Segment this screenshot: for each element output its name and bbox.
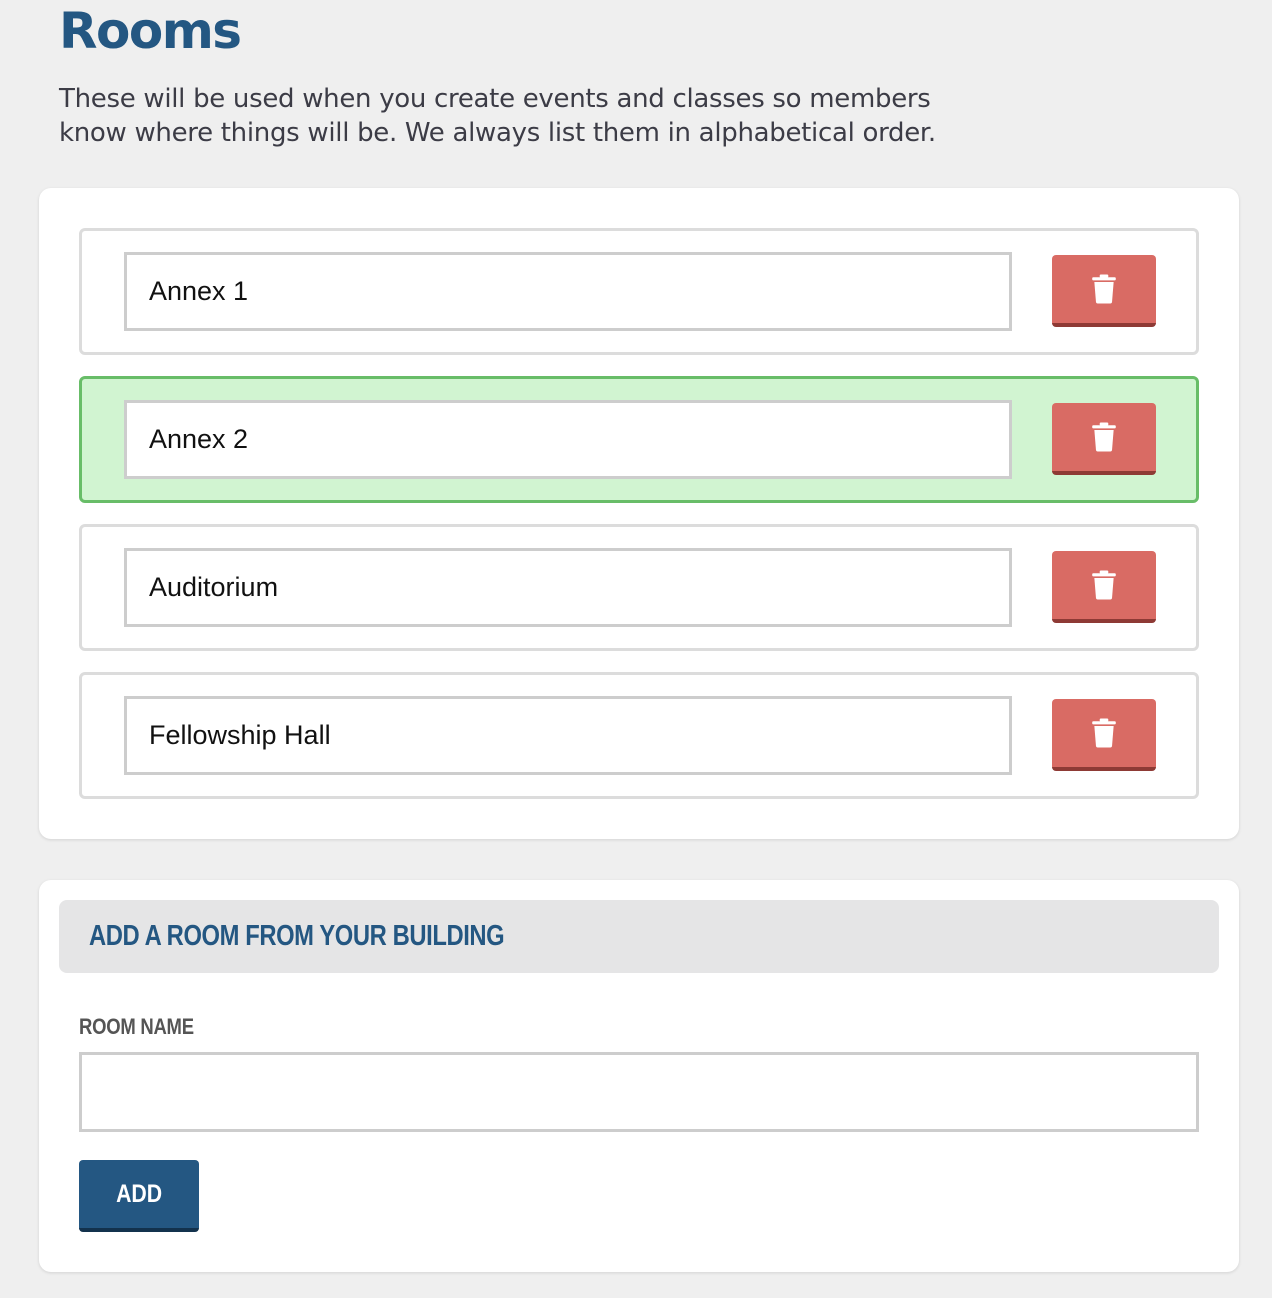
add-room-section-title: ADD A ROOM FROM YOUR BUILDING [89, 920, 505, 952]
room-row-fellowship-hall [79, 672, 1199, 799]
add-room-button-label: ADD [115, 1179, 163, 1208]
add-room-section-header [59, 900, 1219, 973]
room-row-annex-2 [79, 376, 1199, 503]
room-name-input[interactable] [124, 252, 1012, 331]
trash-icon [1091, 570, 1117, 600]
room-name-input[interactable] [124, 696, 1012, 775]
room-name-input[interactable] [124, 548, 1012, 627]
room-name-input[interactable] [124, 400, 1012, 479]
rooms-list-card [39, 188, 1239, 839]
room-row-annex-1 [79, 228, 1199, 355]
trash-icon [1091, 718, 1117, 748]
trash-icon [1091, 274, 1117, 304]
page-description: These will be used when you create events and classes so members know where things will be. We always list them in alphabetical order. [59, 84, 936, 148]
room-name-label: ROOM NAME [79, 1014, 194, 1039]
delete-room-button[interactable] [1052, 255, 1156, 327]
new-room-name-input[interactable] [79, 1052, 1199, 1132]
add-room-card [39, 880, 1239, 1272]
delete-room-button[interactable] [1052, 699, 1156, 771]
delete-room-button[interactable] [1052, 551, 1156, 623]
trash-icon [1091, 422, 1117, 452]
add-room-button[interactable] [79, 1160, 199, 1232]
page-title: Rooms [59, 2, 241, 60]
delete-room-button[interactable] [1052, 403, 1156, 475]
room-row-auditorium [79, 524, 1199, 651]
